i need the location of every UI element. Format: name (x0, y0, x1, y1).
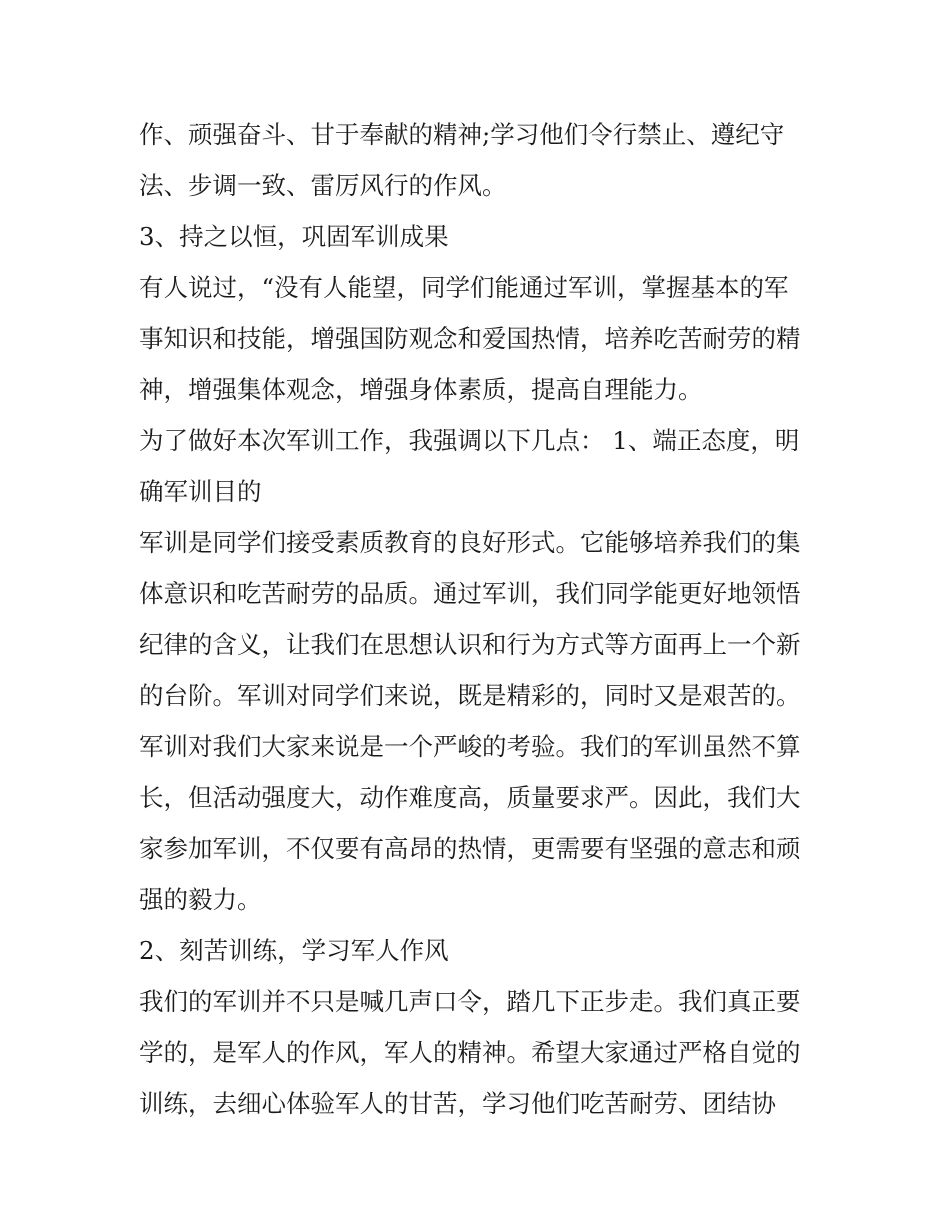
text-line-1: 作、顽强奋斗、甘于奉献的精神;学习他们令行禁止、遵纪守 (139, 120, 785, 149)
text-line-15: 家参加军训，不仅要有高昂的热情，更需要有坚强的意志和顽 (139, 834, 801, 863)
text-line-7: 为了做好本次军训工作，我强调以下几点： 1、端正态度，明 (139, 426, 800, 455)
text-line-6: 神，增强集体观念，增强身体素质，提高自理能力。 (139, 375, 703, 404)
section-heading-2: 2、刻苦训练，学习军人作风 (139, 936, 449, 965)
text-line-4: 有人说过，“没有人能望，同学们能通过军训，掌握基本的军 (139, 273, 789, 302)
text-line-14: 长，但活动强度大，动作难度高，质量要求严。因此，我们大 (139, 783, 801, 812)
text-line-19: 学的，是军人的作风，军人的精神。希望大家通过严格自觉的 (139, 1038, 801, 1067)
text-line-8: 确军训目的 (139, 477, 262, 506)
text-line-5: 事知识和技能，增强国防观念和爱国热情，培养吃苦耐劳的精 (139, 324, 801, 353)
text-line-18: 我们的军训并不只是喊几声口令，踏几下正步走。我们真正要 (139, 987, 801, 1016)
text-line-11: 纪律的含义，让我们在思想认识和行为方式等方面再上一个新 (139, 630, 801, 659)
document-body (139, 109, 829, 1129)
text-line-9: 军训是同学们接受素质教育的良好形式。它能够培养我们的集 (139, 528, 801, 557)
text-line-20: 训练，去细心体验军人的甘苦，学习他们吃苦耐劳、团结协 (139, 1089, 776, 1118)
section-heading-3: 3、持之以恒，巩固军训成果 (139, 222, 449, 251)
text-line-2: 法、步调一致、雷厉风行的作风。 (139, 171, 507, 200)
text-line-16: 强的毅力。 (139, 885, 262, 914)
text-line-10: 体意识和吃苦耐劳的品质。通过军训，我们同学能更好地领悟 (139, 579, 801, 608)
text-line-13: 军训对我们大家来说是一个严峻的考验。我们的军训虽然不算 (139, 732, 801, 761)
text-line-12: 的台阶。军训对同学们来说，既是精彩的，同时又是艰苦的。 (139, 681, 801, 710)
